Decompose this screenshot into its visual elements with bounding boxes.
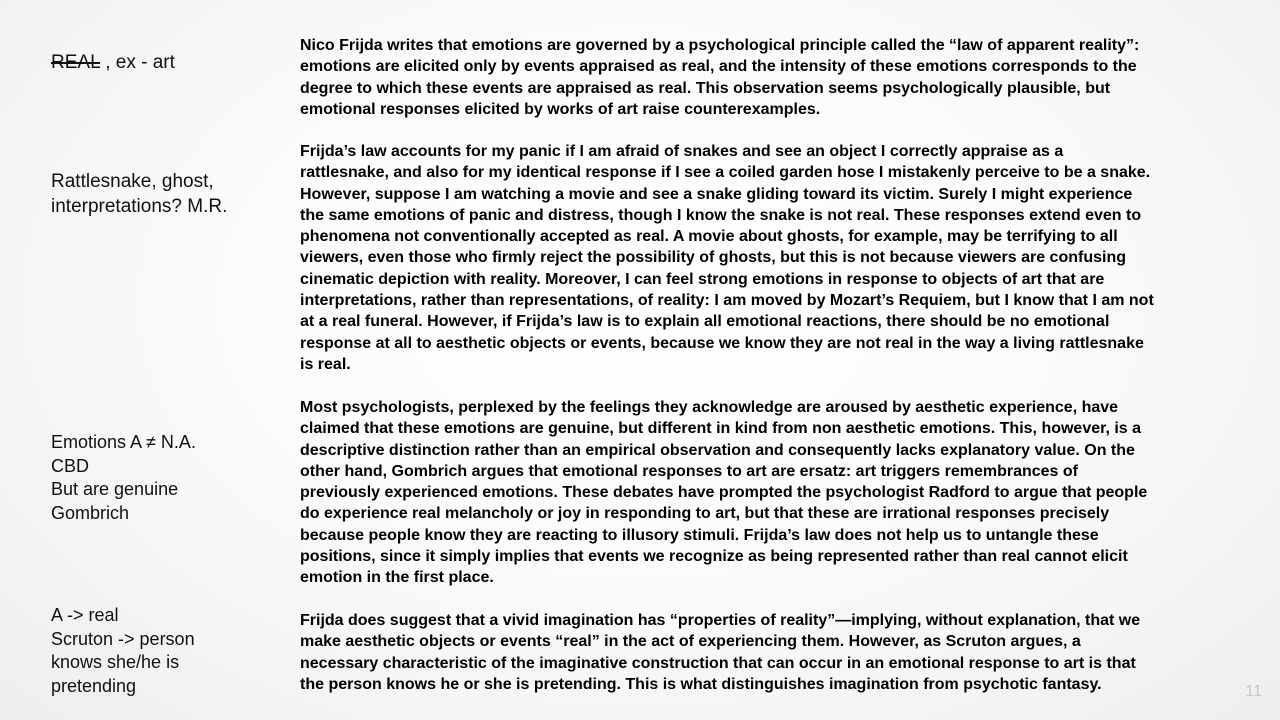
paragraph-1 [300,35,1255,120]
paragraph-3 [300,397,1255,589]
paragraph-line: at a real funeral. However, if Frijda’s law is to explain all emotional reactions, there should be no emotional [300,313,1110,331]
paragraph-line: other hand, Gombrich argues that emotional responses to art are ersatz: art triggers remembrances of [300,462,1078,480]
paragraph-line: is real. [300,355,351,373]
paragraph-line: emotional responses elicited by works of art raise counterexamples. [300,100,821,118]
paragraph-line: because people know they are reacting to illusory stimuli. Frijda’s law does not help us to untangle these [300,526,1099,544]
paragraph-line: claimed that these emotions are genuine, but different in kind from non aesthetic emotions. This, however, is a [300,420,1142,438]
note-line: Emotions A ≠ N.A. [51,432,196,452]
note-real [51,51,175,75]
paragraph-line: cinematic depiction with reality. Moreover, I can feel strong emotions in response to objects of art that are [300,270,1105,288]
paragraph-line: descriptive distinction rather than an empirical observation and consequently lacks explanatory value. On the [300,441,1135,459]
note-emotions [51,431,196,525]
paragraph-line: Frijda’s law accounts for my panic if I am afraid of snakes and see an object I correctly appraise as a [300,143,1064,160]
note-scruton [51,604,195,698]
paragraph-line: the same emotions of panic and distress, though I know the snake is not real. These responses extend even to [300,206,1142,224]
paragraph-line: the person knows he or she is pretending. This is what distinguishes imagination from psychotic fantasy. [300,675,1102,693]
paragraph-line: phenomena not conventionally accepted as real. A movie about ghosts, for example, may be terrifying to all [300,228,1118,246]
paragraph-line: viewers, even those who firmly reject the possibility of ghosts, but this is not because viewers are confusing [300,249,1126,267]
paragraph-line: positions, since it simply implies that events we recognize as being represented rather than real cannot elicit [300,548,1128,566]
paragraph-line: Nico Frijda writes that emotions are governed by a psychological principle called the “law of apparent reality”: [300,37,1140,54]
paragraph-line: emotions are elicited only by events appraised as real, and the intensity of these emotions corresponds to the [300,58,1137,76]
note-line: But are genuine [51,479,179,499]
paragraph-line: However, suppose I am watching a movie and see a snake gliding toward its victim. Surely I might experience [300,185,1133,203]
paragraph-2 [300,141,1255,375]
note-rattlesnake [51,169,227,219]
paragraph-line: do experience real melancholy or joy in responding to art, but that these are irrational responses precisely [300,505,1110,523]
paragraph-line: previously experienced emotions. These debates have prompted the psychologist Radford to argue that people [300,484,1148,502]
note-line: CBD [51,455,90,476]
paragraph-line: rattlesnake, and also for my identical response if I see a coiled garden hose I mistakenly perceive to be a snake. [300,164,1151,182]
note-line: Rattlesnake, ghost, [51,171,214,192]
paragraph-line: interpretations, rather than representations, of reality: I am moved by Mozart’s Requiem, but I know that I am not [300,292,1154,310]
paragraph-4 [300,610,1255,695]
note-line: interpretations? M.R. [51,196,228,217]
paragraph-line: make aesthetic objects or events “real” in the act of experiencing them. However, as Scruton argues, a [300,633,1081,651]
paragraph-line: response at all to aesthetic objects or events, because we know they are not real in the way a living rattlesnake [300,334,1144,352]
note-line: Scruton -> person [51,628,195,649]
paragraph-line: Frijda does suggest that a vivid imagination has “properties of reality”—implying, without explanation, that we [300,612,1141,629]
paragraph-line: Most psychologists, perplexed by the feelings they acknowledge are aroused by aesthetic experience, have [300,399,1119,416]
page-number: 11 [1245,683,1262,700]
note-real-rest: , ex - art [99,52,175,73]
note-line: knows she/he is [51,652,180,672]
note-real-struck: REAL [51,52,100,73]
paragraph-line: necessary characteristic of the imaginative construction that can occur in an emotional response to art is that [300,654,1136,672]
note-line: pretending [51,675,137,696]
paragraph-line: degree to which these events are appraised as real. This observation seems psychologically plausible, but [300,79,1111,97]
note-line: Gombrich [51,502,130,523]
note-line: A -> real [51,605,119,625]
paragraph-line: emotion in the first place. [300,569,494,587]
